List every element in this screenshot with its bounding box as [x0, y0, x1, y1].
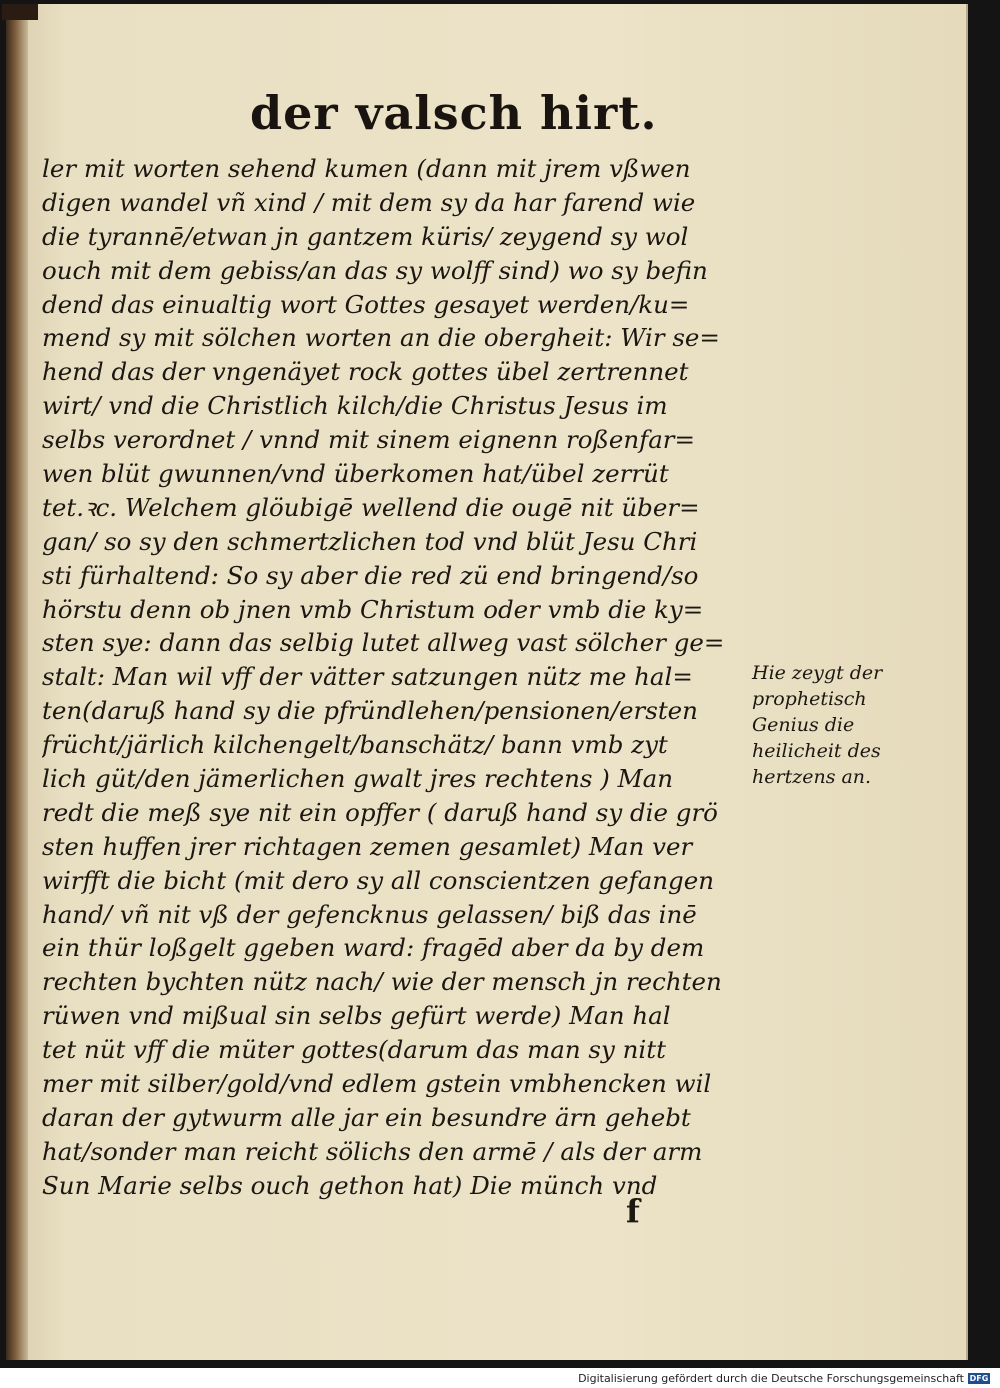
funding-footer — [578, 1371, 990, 1385]
text-line: die tyrannē/etwan jn gantzem küris/ zeygend sy wol — [42, 221, 689, 251]
dfg-logo-icon: DFG — [969, 1373, 989, 1383]
text-line: rüwen vnd mißual sin selbs gefürt werde) Man hal — [42, 1001, 671, 1031]
text-line: ler mit worten sehend kumen (dann mit jrem vßwen — [42, 154, 691, 183]
text-line: hand/ vñ nit vß der gefencknus gelassen/ biß das inē — [42, 899, 697, 929]
text-line: wirfft die bicht (mit dero sy all conscientzen gefangen — [42, 865, 715, 895]
page-binding-edge — [6, 4, 28, 1360]
text-line: redt die meß sye nit ein opffer ( daruß hand sy die grö — [42, 797, 718, 827]
text-line: rechten bychten nütz nach/ wie der mensch jn rechten — [42, 967, 722, 997]
margin-note-line: hertzens an. — [752, 766, 872, 788]
text-line: hat/sonder man reicht sölichs den armē / als der arm — [42, 1136, 703, 1166]
binding-mark — [2, 4, 38, 20]
margin-note-line: Hie zeygt der — [752, 662, 883, 684]
text-line: digen wandel vñ xind / mit dem sy da har farend wie — [42, 187, 696, 217]
text-line: daran der gytwurm alle jar ein besundre ärn gehebt — [42, 1102, 691, 1132]
text-line: mend sy mit sölchen worten an die obergheit: Wir se= — [42, 323, 720, 353]
text-line: lich güt/den jämerlichen gwalt jres rechtens ) Man — [42, 764, 674, 794]
text-line: frücht/järlich kilchengelt/banschätz/ bann vmb zyt — [42, 730, 668, 760]
margin-note-line: heilicheit des — [752, 740, 881, 762]
text-line: tet nüt vff die müter gottes(darum das man sy nitt — [42, 1035, 666, 1065]
text-line: dend das einualtig wort Gottes gesayet werden/ku= — [42, 289, 690, 319]
text-line: wirt/ vnd die Christlich kilch/die Christus Jesus im — [42, 391, 668, 421]
text-line: ten(daruß hand sy die pfründlehen/pensionen/ersten — [42, 696, 698, 726]
text-line: tet.ꝛc. Welchem glöubigē wellend die ougē nit über= — [42, 492, 700, 522]
text-line: selbs verordnet / vnnd mit sinem eignenn roßenfar= — [42, 425, 696, 455]
margin-note — [752, 660, 912, 790]
text-line: sten sye: dann das selbig lutet allweg vast sölcher ge= — [42, 628, 725, 658]
margin-note-line: Genius die — [752, 714, 855, 736]
text-line: hörstu denn ob jnen vmb Christum oder vmb die ky= — [42, 594, 704, 624]
text-line: hend das der vngenäyet rock gottes übel zertrennet — [42, 357, 689, 387]
text-line: Sun Marie selbs ouch gethon hat) Die münch vnd — [42, 1170, 658, 1200]
running-head: der valsch hirt. — [250, 86, 658, 140]
text-line: wen blüt gwunnen/vnd überkomen hat/übel zerrüt — [42, 459, 669, 489]
body-text — [42, 152, 762, 1203]
text-line: mer mit silber/gold/vnd edlem gstein vmbhencken wil — [42, 1069, 712, 1099]
text-line: stalt: Man wil vff der vätter satzungen nütz me hal= — [42, 662, 693, 692]
funding-text: Digitalisierung gefördert durch die Deutsche Forschungsgemeinschaft — [578, 1371, 964, 1385]
text-line: sten huffen jrer richtagen zemen gesamlet) Man ver — [42, 831, 693, 861]
text-line: sti fürhaltend: So sy aber die red zü end bringend/so — [42, 560, 699, 590]
text-line: ein thür loßgelt ggeben ward: fragēd aber da by dem — [42, 933, 705, 963]
signature-mark: f — [626, 1192, 640, 1230]
margin-note-line: prophetisch — [752, 688, 867, 710]
text-line: gan/ so sy den schmertzlichen tod vnd blüt Jesu Chri — [42, 526, 698, 556]
text-line: ouch mit dem gebiss/an das sy wolff sind) wo sy befin — [42, 255, 708, 285]
